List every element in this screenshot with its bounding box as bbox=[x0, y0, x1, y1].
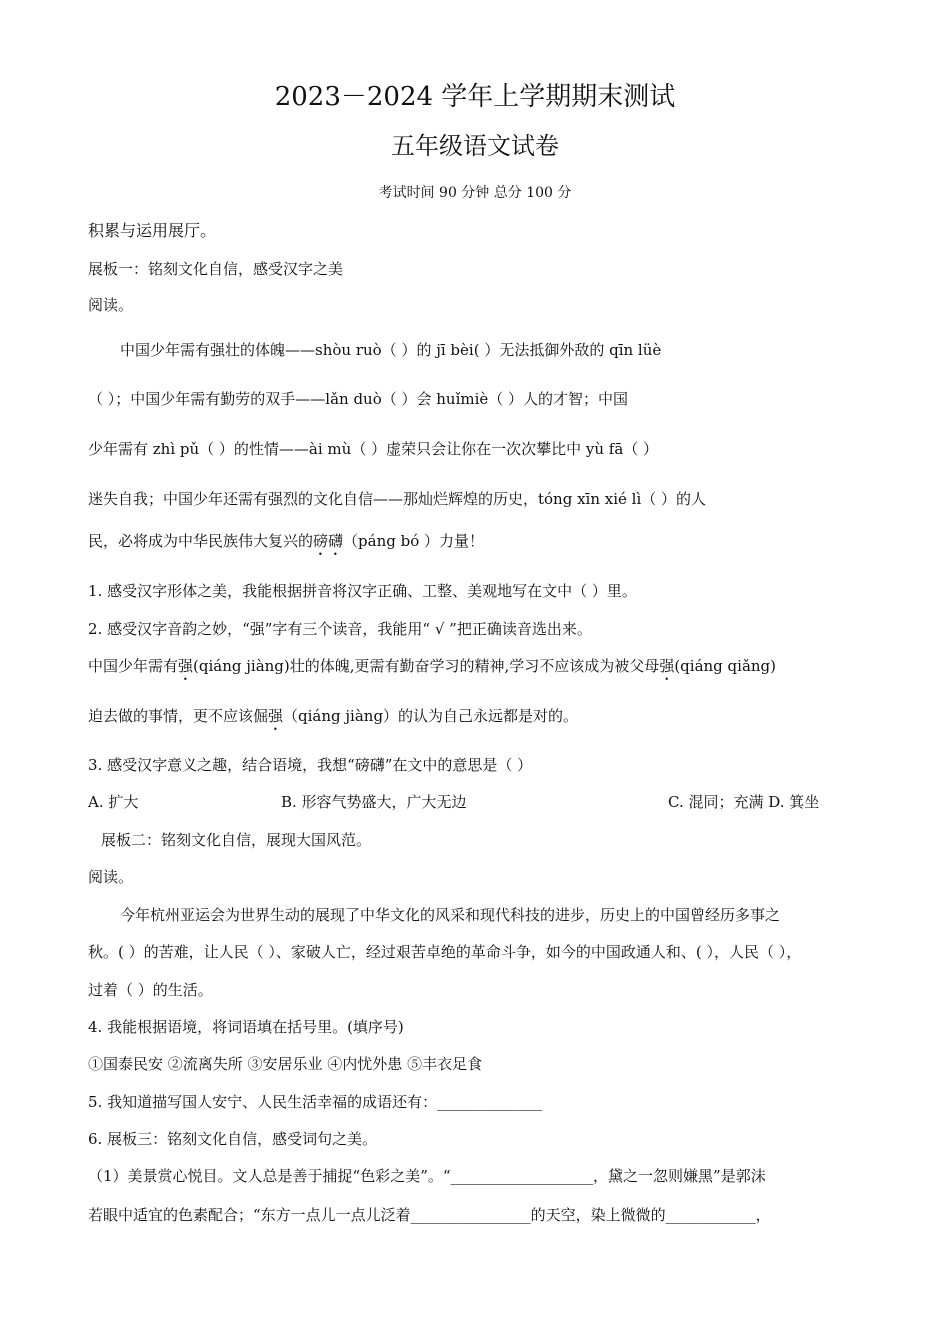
read-label: 阅读。 bbox=[88, 296, 134, 314]
emphasis-char: 强 bbox=[659, 657, 675, 675]
passage-text: （páng bó ）力量！ bbox=[343, 532, 485, 550]
passage-line: 中国少年需有强壮的体魄——shòu ruò（ ）的 jī bèi( ）无法抵御外敌的 qīn lüè bbox=[120, 341, 662, 359]
exam-subtitle: 五年级语文试卷 bbox=[391, 132, 559, 160]
passage-line: 少年需有 zhì pǔ（ ）的性情——ài mù（ ）虚荣只会让你在一次次攀比中 yù fā（ ） bbox=[88, 440, 659, 458]
passage-line: 迷失自我；中国少年还需有强烈的文化自信——那灿烂辉煌的历史，tóng xīn xié lì（ ）的人 bbox=[88, 490, 707, 508]
passage-line: 今年杭州亚运会为世界生动的展现了中华文化的风采和现代科技的进步，历史上的中国曾经历多事之 bbox=[120, 906, 781, 924]
board-two-title: 展板二：铭刻文化自信，展现大国风范。 bbox=[101, 831, 372, 849]
passage-line: 过着（ ）的生活。 bbox=[88, 981, 213, 999]
question-1: 1. 感受汉字形体之美，我能根据拼音将汉字正确、工整、美观地写在文中（ ）里。 bbox=[88, 582, 637, 600]
option-a: A. 扩大 bbox=[88, 793, 139, 811]
emphasis-char: 强 bbox=[178, 657, 194, 675]
board-one-title: 展板一：铭刻文化自信，感受汉字之美 bbox=[88, 260, 344, 278]
passage-line: 秋。( ）的苦难，让人民（ ）、家破人亡，经过艰苦卓绝的革命斗争，如今的中国政通人和、( ），人民（ ）， bbox=[88, 943, 802, 961]
sentence-text: 迫去做的事情，更不应该倔 bbox=[88, 707, 269, 725]
exam-meta: 考试时间 90 分钟 总分 100 分 bbox=[378, 185, 572, 201]
emphasis-word: 磅礴 bbox=[313, 532, 344, 550]
question-2-sentence bbox=[88, 655, 776, 684]
question-5: 5. 我知道描写国人安宁、人民生活幸福的成语还有：______________ bbox=[88, 1093, 543, 1111]
word-options: ①国泰民安 ②流离失所 ③安居乐业 ④内忧外患 ⑤丰衣足食 bbox=[88, 1055, 483, 1073]
passage-line: （ ）；中国少年需有勤劳的双手——lǎn duò（ ）会 huǐmiè（ ）人的才智；中国 bbox=[88, 390, 629, 408]
option-b: B. 形容气势盛大，广大无边 bbox=[281, 793, 467, 811]
sentence-text: (qiáng jiàng)壮的体魄,更需有勤奋学习的精神,学习不应该成为被父母 bbox=[193, 657, 660, 675]
question-6-part-1: （1）美景赏心悦目。文人总是善于捕捉“色彩之美”。“___________________，黛之一忽则嫌黑”是郭沫 bbox=[88, 1167, 766, 1185]
passage-line bbox=[88, 530, 484, 559]
sentence-text: (qiáng qiǎng) bbox=[674, 657, 777, 675]
question-3: 3. 感受汉字意义之趣，结合语境，我想“磅礴”在文中的意思是（ ） bbox=[88, 756, 533, 774]
sentence-text: 中国少年需有 bbox=[88, 657, 179, 675]
option-c-d: C. 混同；充满 D. 箕坐 bbox=[668, 793, 820, 811]
exam-title: 2023－2024 学年上学期期末测试 bbox=[274, 82, 676, 112]
section-heading: 积累与运用展厅。 bbox=[88, 221, 217, 240]
question-2-sentence bbox=[88, 705, 578, 734]
question-6: 6. 展板三：铭刻文化自信，感受词句之美。 bbox=[88, 1130, 378, 1148]
read-label: 阅读。 bbox=[88, 868, 134, 886]
emphasis-char: 强 bbox=[268, 707, 284, 725]
sentence-text: （qiáng jiàng）的认为自己永远都是对的。 bbox=[283, 707, 579, 725]
question-4: 4. 我能根据语境，将词语填在括号里。(填序号) bbox=[88, 1018, 404, 1036]
passage-text: 民，必将成为中华民族伟大复兴的 bbox=[88, 532, 314, 550]
question-2: 2. 感受汉字音韵之妙，“强”字有三个读音，我能用“ √ ”把正确读音选出来。 bbox=[88, 620, 592, 638]
question-6-part-1-cont: 若眼中适宜的色素配合；“东方一点儿一点儿泛着________________的天空，染上微微的____________， bbox=[88, 1206, 771, 1224]
